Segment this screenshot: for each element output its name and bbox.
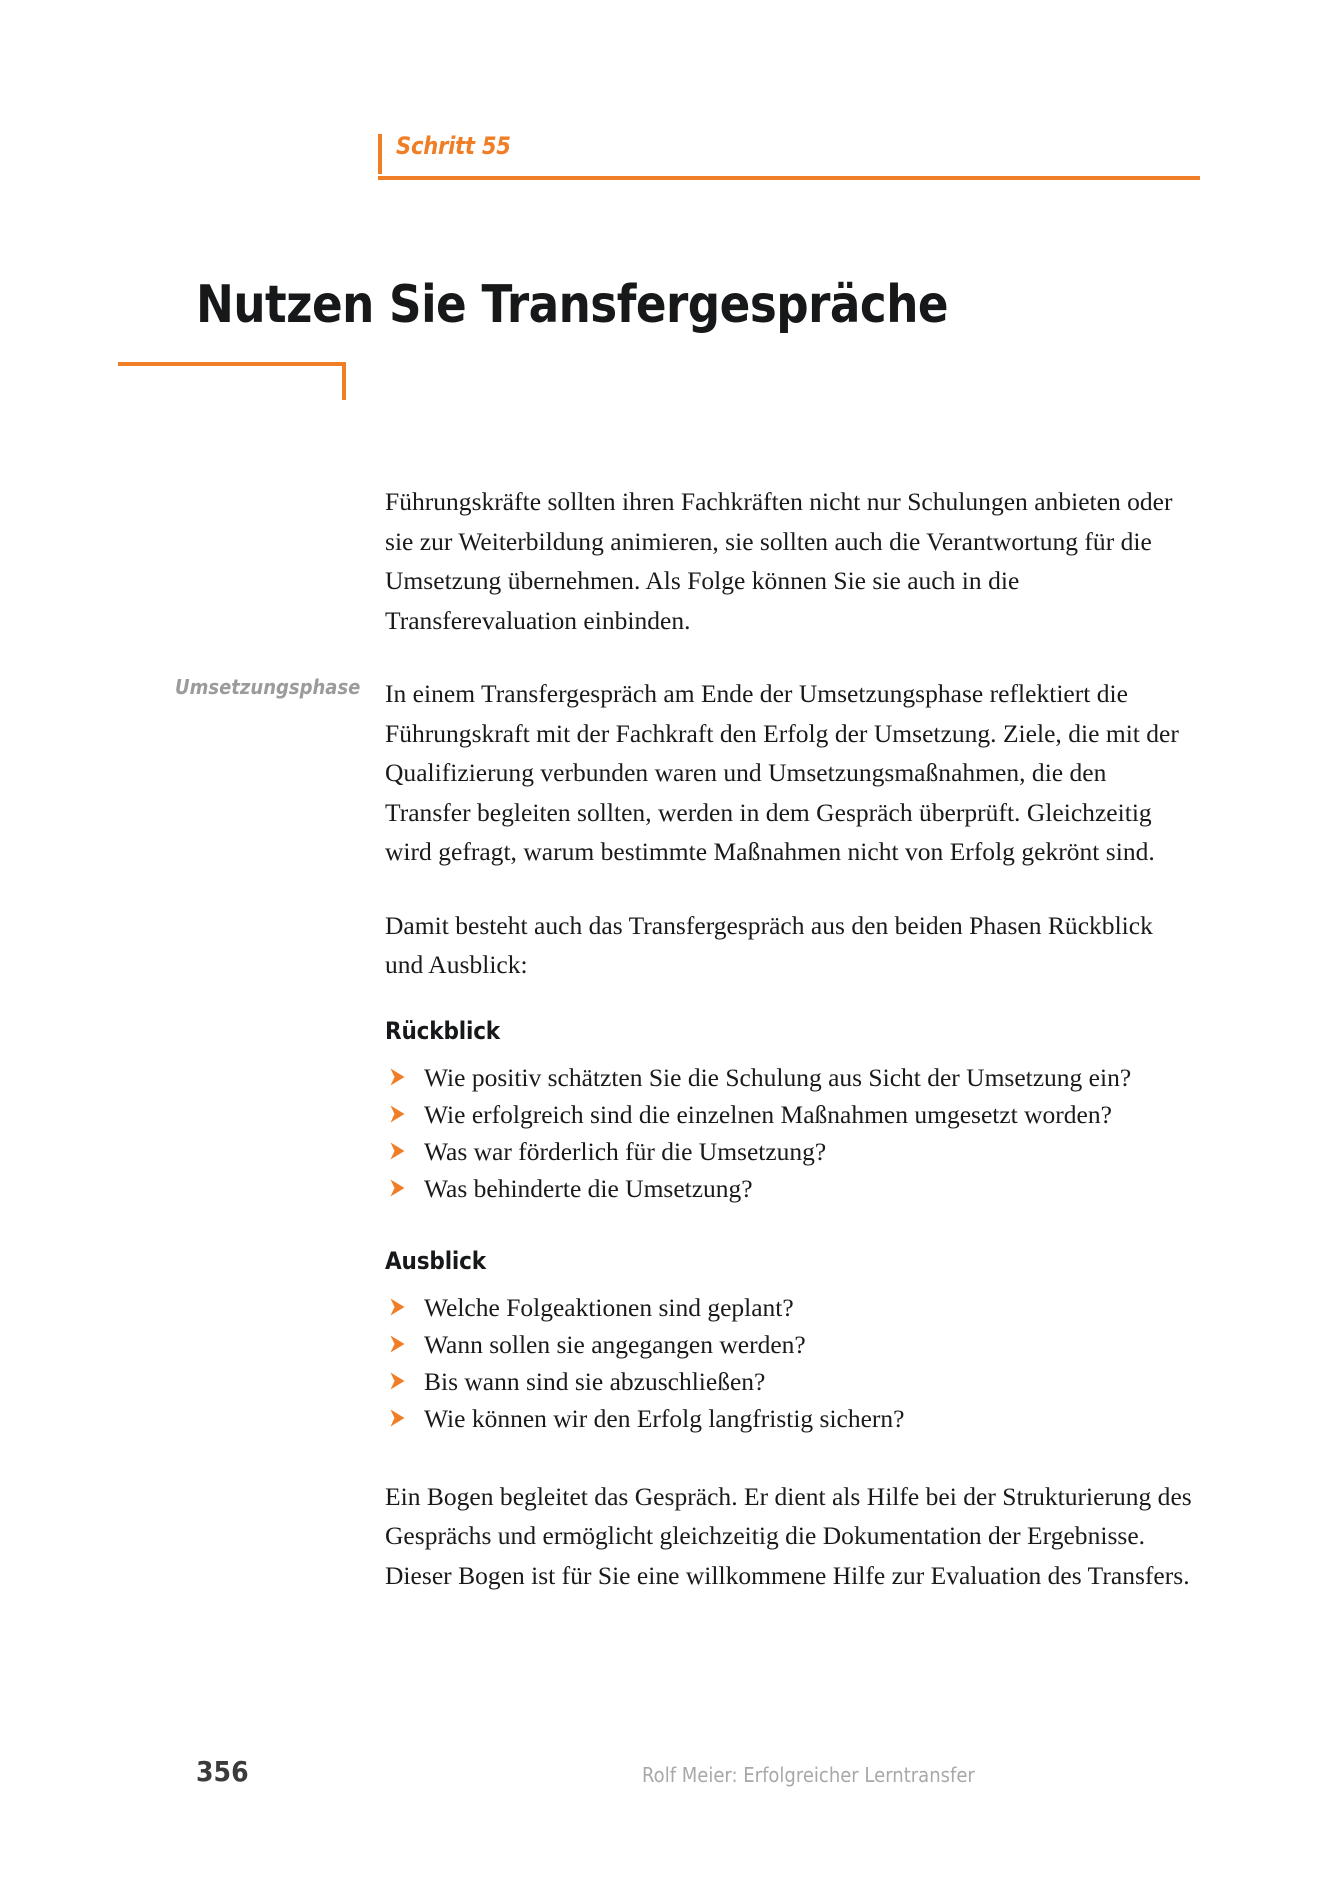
bracket-vertical-rule bbox=[342, 362, 346, 400]
list-item-label: Bis wann sind sie abzuschließen? bbox=[424, 1366, 766, 1396]
triangle-right-icon bbox=[389, 1105, 406, 1124]
footer-attribution: Rolf Meier: Erfolgreicher Lerntransfer bbox=[642, 1763, 975, 1787]
triangle-right-icon bbox=[389, 1372, 406, 1391]
list-item bbox=[385, 1170, 1195, 1207]
page-number: 356 bbox=[196, 1755, 249, 1788]
section-heading-rueckblick: Rückblick bbox=[385, 1016, 501, 1045]
bracket-horizontal-rule bbox=[118, 362, 346, 366]
triangle-right-icon bbox=[389, 1068, 406, 1087]
page-title: Nutzen Sie Transfergespräche bbox=[196, 274, 949, 335]
list-item bbox=[385, 1363, 1195, 1400]
content-column bbox=[385, 482, 1195, 1629]
list-item-label: Was war förderlich für die Umsetzung? bbox=[424, 1136, 827, 1166]
list-item bbox=[385, 1326, 1195, 1363]
list-item bbox=[385, 1133, 1195, 1170]
body-paragraph-1: Führungskräfte sollten ihren Fachkräften nicht nur Schulungen anbieten oder sie zur Weiterbildung animieren, sie sollten auch die Verantwortung für die Umsetzung übernehmen. Als Folge können Sie sie auch in die Transferevaluation einbinden. bbox=[385, 487, 1173, 635]
decorative-bracket bbox=[118, 362, 346, 404]
triangle-right-icon bbox=[389, 1409, 406, 1428]
list-item-label: Wie erfolgreich sind die einzelnen Maßnahmen umgesetzt worden? bbox=[424, 1099, 1112, 1129]
list-item-label: Wie können wir den Erfolg langfristig sichern? bbox=[424, 1403, 905, 1433]
list-item-label: Wann sollen sie angegangen werden? bbox=[424, 1329, 806, 1359]
triangle-right-icon bbox=[389, 1179, 406, 1198]
body-paragraph-3: Damit besteht auch das Transfergespräch aus den beiden Phasen Rückblick und Ausblick: bbox=[385, 910, 1153, 979]
step-header-horizontal-rule bbox=[378, 176, 1200, 180]
body-paragraph-4: Ein Bogen begleitet das Gespräch. Er dient als Hilfe bei der Strukturierung des Gesprächs und ermöglicht gleichzeitig die Dokumentation der Ergebnisse. Dieser Bogen ist für Sie eine willkommene Hilfe zur Evaluation des Transfers. bbox=[385, 1481, 1192, 1590]
bullet-list-ausblick bbox=[385, 1289, 1195, 1437]
section-heading-ausblick: Ausblick bbox=[385, 1246, 486, 1275]
list-item-label: Wie positiv schätzten Sie die Schulung aus Sicht der Umsetzung ein? bbox=[424, 1062, 1132, 1092]
triangle-right-icon bbox=[389, 1335, 406, 1354]
list-item-label: Welche Folgeaktionen sind geplant? bbox=[424, 1292, 794, 1322]
list-item bbox=[385, 1096, 1195, 1133]
bullet-list-rueckblick bbox=[385, 1059, 1195, 1207]
step-label: Schritt 55 bbox=[396, 132, 511, 160]
margin-note-umsetzungsphase: Umsetzungsphase bbox=[175, 675, 361, 699]
list-item bbox=[385, 1059, 1195, 1096]
list-item-label: Was behinderte die Umsetzung? bbox=[424, 1173, 753, 1203]
triangle-right-icon bbox=[389, 1298, 406, 1317]
list-item bbox=[385, 1289, 1195, 1326]
step-header bbox=[378, 134, 1200, 180]
step-header-vertical-rule bbox=[378, 134, 382, 174]
list-item bbox=[385, 1400, 1195, 1437]
triangle-right-icon bbox=[389, 1142, 406, 1161]
body-paragraph-2: In einem Transfergespräch am Ende der Umsetzungsphase reflektiert die Führungskraft mit der Fachkraft den Erfolg der Umsetzung. Ziele, die mit der Qualifizierung verbunden waren und Umsetzungsmaßnahmen, die den Transfer begleiten sollten, werden in dem Gespräch überprüft. Gleichzeitig wird gefragt, warum bestimmte Maßnahmen nicht von Erfolg gekrönt sind. bbox=[385, 679, 1179, 866]
